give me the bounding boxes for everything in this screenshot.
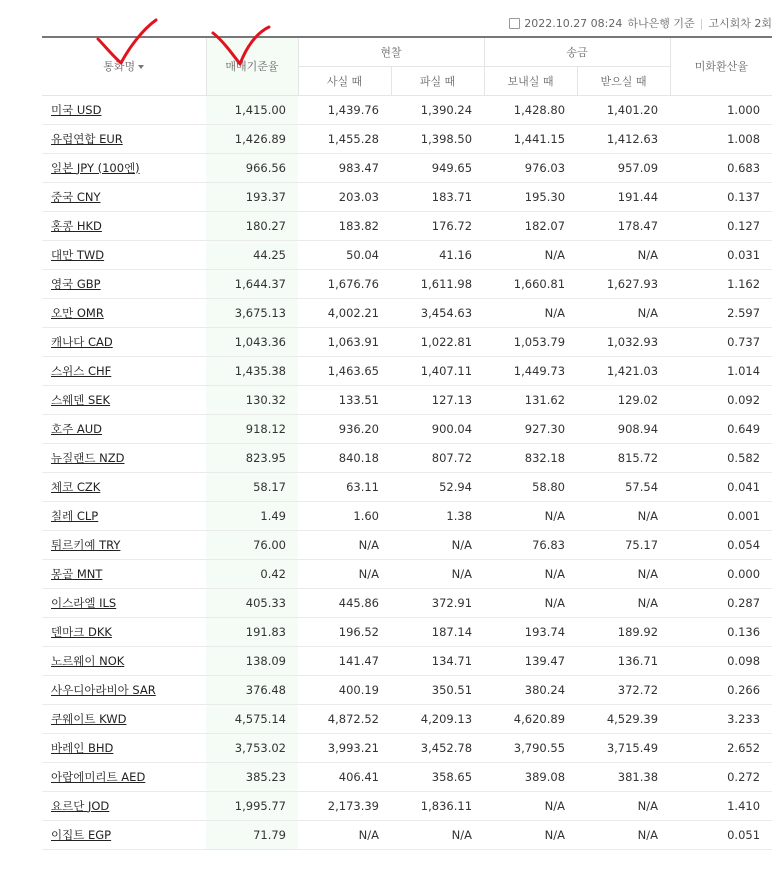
cash-buy-cell: 133.51 xyxy=(298,385,391,414)
usd-rate-cell: 0.001 xyxy=(670,501,772,530)
usd-rate-cell: 0.031 xyxy=(670,240,772,269)
cash-sell-cell: 807.72 xyxy=(391,443,484,472)
cash-buy-cell: 2,173.39 xyxy=(298,791,391,820)
currency-link[interactable]: 오만 OMR xyxy=(51,305,104,320)
cash-buy-cell: 1,463.65 xyxy=(298,356,391,385)
base-rate-cell: 1,995.77 xyxy=(206,791,298,820)
base-rate-cell: 71.79 xyxy=(206,820,298,849)
currency-link[interactable]: 칠레 CLP xyxy=(51,508,99,523)
remit-receive-cell: N/A xyxy=(577,791,670,820)
remit-receive-cell: 136.71 xyxy=(577,646,670,675)
cash-buy-cell: 3,993.21 xyxy=(298,733,391,762)
table-row xyxy=(42,820,772,849)
table-row xyxy=(42,559,772,588)
remit-receive-cell: 3,715.49 xyxy=(577,733,670,762)
currency-cell xyxy=(42,530,206,559)
remit-send-cell: 1,441.15 xyxy=(484,124,577,153)
cash-buy-cell: 406.41 xyxy=(298,762,391,791)
remit-receive-cell: 4,529.39 xyxy=(577,704,670,733)
cash-buy-cell: 4,872.52 xyxy=(298,704,391,733)
currency-cell xyxy=(42,269,206,298)
cash-sell-header: 파실 때 xyxy=(391,66,484,95)
currency-link[interactable]: 홍콩 HKD xyxy=(51,218,102,233)
cash-sell-cell: 350.51 xyxy=(391,675,484,704)
cash-buy-cell: 1,676.76 xyxy=(298,269,391,298)
exchange-rate-table xyxy=(42,36,772,850)
remit-receive-cell: 815.72 xyxy=(577,443,670,472)
table-row xyxy=(42,588,772,617)
cash-buy-cell: 400.19 xyxy=(298,675,391,704)
cash-sell-cell: 1,398.50 xyxy=(391,124,484,153)
cash-buy-cell: 936.20 xyxy=(298,414,391,443)
usd-rate-cell: 0.127 xyxy=(670,211,772,240)
cash-sell-cell: 1,611.98 xyxy=(391,269,484,298)
currency-cell xyxy=(42,356,206,385)
remit-send-cell: 927.30 xyxy=(484,414,577,443)
usd-rate-cell: 0.136 xyxy=(670,617,772,646)
currency-cell xyxy=(42,762,206,791)
usd-rate-cell: 3.233 xyxy=(670,704,772,733)
base-rate-cell: 385.23 xyxy=(206,762,298,791)
table-row xyxy=(42,617,772,646)
currency-cell xyxy=(42,588,206,617)
currency-cell xyxy=(42,124,206,153)
remit-receive-header: 받으실 때 xyxy=(577,66,670,95)
remit-send-cell: 182.07 xyxy=(484,211,577,240)
cash-sell-cell: 3,452.78 xyxy=(391,733,484,762)
currency-link[interactable]: 요르단 JOD xyxy=(51,798,110,813)
cash-sell-cell: 1.38 xyxy=(391,501,484,530)
cash-sell-cell: 1,836.11 xyxy=(391,791,484,820)
table-row xyxy=(42,791,772,820)
currency-cell xyxy=(42,385,206,414)
remit-receive-cell: N/A xyxy=(577,559,670,588)
table-row xyxy=(42,501,772,530)
cash-buy-cell: N/A xyxy=(298,530,391,559)
rate-info-bar xyxy=(509,14,772,32)
currency-cell xyxy=(42,153,206,182)
currency-link[interactable]: 체코 CZK xyxy=(51,479,101,494)
cash-sell-cell: 183.71 xyxy=(391,182,484,211)
currency-cell xyxy=(42,733,206,762)
base-rate-cell: 1,043.36 xyxy=(206,327,298,356)
base-rate-header: 매매기준율 xyxy=(206,37,298,95)
table-row xyxy=(42,298,772,327)
cash-buy-cell: 1,439.76 xyxy=(298,95,391,124)
remit-receive-cell: 957.09 xyxy=(577,153,670,182)
remit-send-cell: 976.03 xyxy=(484,153,577,182)
table-row xyxy=(42,182,772,211)
currency-cell xyxy=(42,646,206,675)
base-rate-cell: 138.09 xyxy=(206,646,298,675)
cash-sell-cell: 358.65 xyxy=(391,762,484,791)
remit-receive-cell: N/A xyxy=(577,240,670,269)
remit-header: 송금 xyxy=(484,37,670,66)
currency-link[interactable]: 뉴질랜드 NZD xyxy=(51,450,125,465)
cash-sell-cell: N/A xyxy=(391,559,484,588)
remit-receive-cell: 372.72 xyxy=(577,675,670,704)
remit-send-cell: 389.08 xyxy=(484,762,577,791)
remit-receive-cell: 178.47 xyxy=(577,211,670,240)
currency-link[interactable]: 사우디아라비아 SAR xyxy=(51,682,156,697)
currency-cell xyxy=(42,211,206,240)
currency-link[interactable]: 몽골 MNT xyxy=(51,566,103,581)
remit-send-cell: 58.80 xyxy=(484,472,577,501)
currency-link[interactable]: 덴마크 DKK xyxy=(51,624,112,639)
remit-send-cell: 193.74 xyxy=(484,617,577,646)
currency-link[interactable]: 중국 CNY xyxy=(51,189,101,204)
bank-basis: 하나은행 기준 xyxy=(627,17,695,30)
usd-rate-cell: 1.014 xyxy=(670,356,772,385)
table-row xyxy=(42,385,772,414)
remit-receive-cell: 908.94 xyxy=(577,414,670,443)
cash-buy-cell: 203.03 xyxy=(298,182,391,211)
table-row xyxy=(42,675,772,704)
cash-buy-cell: 4,002.21 xyxy=(298,298,391,327)
table-row xyxy=(42,414,772,443)
base-rate-cell: 191.83 xyxy=(206,617,298,646)
cash-buy-cell: 840.18 xyxy=(298,443,391,472)
currency-cell xyxy=(42,704,206,733)
remit-receive-cell: 1,627.93 xyxy=(577,269,670,298)
currency-header[interactable] xyxy=(42,37,206,95)
remit-send-header: 보내실 때 xyxy=(484,66,577,95)
usd-rate-cell: 0.137 xyxy=(670,182,772,211)
remit-receive-cell: 189.92 xyxy=(577,617,670,646)
base-rate-cell: 823.95 xyxy=(206,443,298,472)
remit-send-cell: N/A xyxy=(484,588,577,617)
cash-sell-cell: 187.14 xyxy=(391,617,484,646)
remit-receive-cell: 57.54 xyxy=(577,472,670,501)
remit-send-cell: N/A xyxy=(484,791,577,820)
currency-link[interactable]: 이스라엘 ILS xyxy=(51,595,117,610)
remit-receive-cell: N/A xyxy=(577,501,670,530)
usd-rate-cell: 1.162 xyxy=(670,269,772,298)
cash-sell-cell: 4,209.13 xyxy=(391,704,484,733)
cash-buy-cell: 983.47 xyxy=(298,153,391,182)
cash-sell-cell: N/A xyxy=(391,820,484,849)
currency-cell xyxy=(42,501,206,530)
usd-rate-cell: 0.272 xyxy=(670,762,772,791)
usd-rate-cell: 0.649 xyxy=(670,414,772,443)
usd-rate-cell: 0.287 xyxy=(670,588,772,617)
currency-cell xyxy=(42,298,206,327)
cash-sell-cell: 1,022.81 xyxy=(391,327,484,356)
remit-receive-cell: 75.17 xyxy=(577,530,670,559)
cash-buy-cell: 1.60 xyxy=(298,501,391,530)
base-rate-cell: 76.00 xyxy=(206,530,298,559)
remit-send-cell: N/A xyxy=(484,501,577,530)
cash-buy-cell: 141.47 xyxy=(298,646,391,675)
currency-cell xyxy=(42,182,206,211)
currency-cell xyxy=(42,617,206,646)
cash-sell-cell: 176.72 xyxy=(391,211,484,240)
cash-sell-cell: 134.71 xyxy=(391,646,484,675)
base-rate-cell: 4,575.14 xyxy=(206,704,298,733)
currency-cell xyxy=(42,240,206,269)
remit-receive-cell: 1,412.63 xyxy=(577,124,670,153)
base-rate-cell: 130.32 xyxy=(206,385,298,414)
base-rate-cell: 1,426.89 xyxy=(206,124,298,153)
cash-buy-cell: N/A xyxy=(298,559,391,588)
calendar-icon xyxy=(509,18,520,29)
table-row xyxy=(42,327,772,356)
cash-buy-cell: 50.04 xyxy=(298,240,391,269)
base-rate-cell: 1.49 xyxy=(206,501,298,530)
table-row xyxy=(42,443,772,472)
table-row xyxy=(42,530,772,559)
base-rate-cell: 44.25 xyxy=(206,240,298,269)
remit-receive-cell: N/A xyxy=(577,588,670,617)
currency-link[interactable]: 바레인 BHD xyxy=(51,740,114,755)
remit-send-cell: 139.47 xyxy=(484,646,577,675)
currency-cell xyxy=(42,327,206,356)
table-row xyxy=(42,762,772,791)
table-row xyxy=(42,472,772,501)
rate-table-body xyxy=(42,95,772,849)
currency-cell xyxy=(42,443,206,472)
usd-rate-cell: 0.683 xyxy=(670,153,772,182)
cash-sell-cell: 949.65 xyxy=(391,153,484,182)
currency-link[interactable]: 쿠웨이트 KWD xyxy=(51,711,127,726)
base-rate-cell: 376.48 xyxy=(206,675,298,704)
cash-sell-cell: 3,454.63 xyxy=(391,298,484,327)
table-row xyxy=(42,646,772,675)
cash-buy-cell: 1,455.28 xyxy=(298,124,391,153)
remit-send-cell: 1,449.73 xyxy=(484,356,577,385)
usd-rate-cell: 0.051 xyxy=(670,820,772,849)
table-row xyxy=(42,95,772,124)
cash-sell-cell: 372.91 xyxy=(391,588,484,617)
cash-sell-cell: 41.16 xyxy=(391,240,484,269)
remit-send-cell: 1,660.81 xyxy=(484,269,577,298)
cash-buy-cell: 196.52 xyxy=(298,617,391,646)
usd-rate-cell: 2.652 xyxy=(670,733,772,762)
currency-header-label: 통화명 xyxy=(103,60,136,74)
remit-send-cell: N/A xyxy=(484,298,577,327)
remit-receive-cell: 1,421.03 xyxy=(577,356,670,385)
remit-receive-cell: 381.38 xyxy=(577,762,670,791)
currency-link[interactable]: 캐나다 CAD xyxy=(51,334,113,349)
currency-link[interactable]: 영국 GBP xyxy=(51,276,101,291)
usd-rate-cell: 0.092 xyxy=(670,385,772,414)
table-row xyxy=(42,356,772,385)
base-rate-cell: 1,435.38 xyxy=(206,356,298,385)
cash-sell-cell: 1,390.24 xyxy=(391,95,484,124)
table-row xyxy=(42,211,772,240)
base-rate-cell: 1,415.00 xyxy=(206,95,298,124)
remit-send-cell: 832.18 xyxy=(484,443,577,472)
remit-receive-cell: N/A xyxy=(577,298,670,327)
base-rate-cell: 180.27 xyxy=(206,211,298,240)
base-rate-cell: 3,675.13 xyxy=(206,298,298,327)
currency-link[interactable]: 대만 TWD xyxy=(51,247,105,262)
remit-send-cell: 1,053.79 xyxy=(484,327,577,356)
currency-link[interactable]: 이집트 EGP xyxy=(51,827,112,842)
cash-sell-cell: 900.04 xyxy=(391,414,484,443)
remit-send-cell: 131.62 xyxy=(484,385,577,414)
cash-buy-cell: N/A xyxy=(298,820,391,849)
currency-link[interactable]: 아랍에미리트 AED xyxy=(51,769,146,784)
remit-send-cell: 76.83 xyxy=(484,530,577,559)
remit-send-cell: 1,428.80 xyxy=(484,95,577,124)
usd-rate-cell: 0.266 xyxy=(670,675,772,704)
cash-buy-cell: 63.11 xyxy=(298,472,391,501)
currency-link[interactable]: 호주 AUD xyxy=(51,421,103,436)
table-row xyxy=(42,704,772,733)
currency-cell xyxy=(42,95,206,124)
currency-cell xyxy=(42,472,206,501)
divider: | xyxy=(699,16,704,30)
base-rate-cell: 405.33 xyxy=(206,588,298,617)
cash-sell-cell: 127.13 xyxy=(391,385,484,414)
currency-link[interactable]: 일본 JPY (100엔) xyxy=(51,160,140,175)
remit-send-cell: N/A xyxy=(484,820,577,849)
currency-link[interactable]: 미국 USD xyxy=(51,102,102,117)
table-row xyxy=(42,240,772,269)
currency-link[interactable]: 튀르키예 TRY xyxy=(51,537,121,552)
base-rate-cell: 193.37 xyxy=(206,182,298,211)
currency-cell xyxy=(42,820,206,849)
currency-link[interactable]: 스웨덴 SEK xyxy=(51,392,111,407)
remit-receive-cell: 129.02 xyxy=(577,385,670,414)
currency-cell xyxy=(42,791,206,820)
currency-cell xyxy=(42,414,206,443)
usd-rate-cell: 1.410 xyxy=(670,791,772,820)
remit-send-cell: N/A xyxy=(484,240,577,269)
remit-receive-cell: 1,401.20 xyxy=(577,95,670,124)
sort-caret-icon xyxy=(138,65,144,69)
remit-send-cell: 3,790.55 xyxy=(484,733,577,762)
currency-link[interactable]: 노르웨이 NOK xyxy=(51,653,125,668)
currency-cell xyxy=(42,559,206,588)
cash-buy-header: 사실 때 xyxy=(298,66,391,95)
cash-buy-cell: 1,063.91 xyxy=(298,327,391,356)
cash-sell-cell: N/A xyxy=(391,530,484,559)
table-row xyxy=(42,269,772,298)
base-rate-cell: 918.12 xyxy=(206,414,298,443)
remit-receive-cell: 191.44 xyxy=(577,182,670,211)
usd-rate-cell: 0.582 xyxy=(670,443,772,472)
base-rate-cell: 966.56 xyxy=(206,153,298,182)
usd-rate-cell: 0.054 xyxy=(670,530,772,559)
remit-send-cell: N/A xyxy=(484,559,577,588)
cash-sell-cell: 1,407.11 xyxy=(391,356,484,385)
currency-link[interactable]: 유럽연합 EUR xyxy=(51,131,123,146)
usd-rate-cell: 1.008 xyxy=(670,124,772,153)
currency-cell xyxy=(42,675,206,704)
currency-link[interactable]: 스위스 CHF xyxy=(51,363,112,378)
cash-header: 현찰 xyxy=(298,37,484,66)
cash-sell-cell: 52.94 xyxy=(391,472,484,501)
usd-rate-header: 미화환산율 xyxy=(670,37,772,95)
usd-rate-cell: 2.597 xyxy=(670,298,772,327)
table-row xyxy=(42,733,772,762)
remit-receive-cell: 1,032.93 xyxy=(577,327,670,356)
usd-rate-cell: 0.737 xyxy=(670,327,772,356)
cash-buy-cell: 445.86 xyxy=(298,588,391,617)
base-rate-cell: 1,644.37 xyxy=(206,269,298,298)
base-rate-cell: 58.17 xyxy=(206,472,298,501)
usd-rate-cell: 0.041 xyxy=(670,472,772,501)
usd-rate-cell: 0.098 xyxy=(670,646,772,675)
remit-send-cell: 380.24 xyxy=(484,675,577,704)
remit-send-cell: 195.30 xyxy=(484,182,577,211)
table-row xyxy=(42,124,772,153)
cash-buy-cell: 183.82 xyxy=(298,211,391,240)
remit-receive-cell: N/A xyxy=(577,820,670,849)
usd-rate-cell: 0.000 xyxy=(670,559,772,588)
base-rate-cell: 3,753.02 xyxy=(206,733,298,762)
rate-date: 2022.10.27 08:24 xyxy=(524,16,623,30)
usd-rate-cell: 1.000 xyxy=(670,95,772,124)
table-row xyxy=(42,153,772,182)
remit-send-cell: 4,620.89 xyxy=(484,704,577,733)
notice-round: 고시회차 2회 xyxy=(708,17,772,30)
base-rate-cell: 0.42 xyxy=(206,559,298,588)
